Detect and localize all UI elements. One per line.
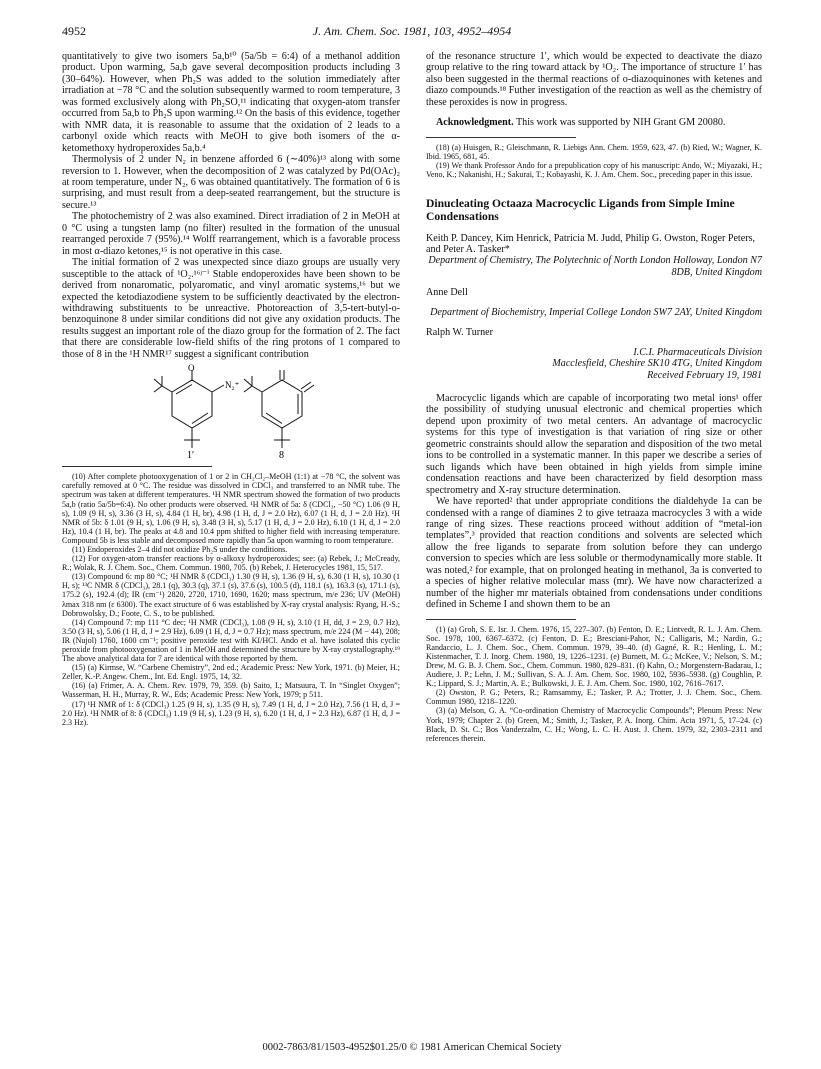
page-number: 4952 <box>62 24 86 38</box>
footnote: (2) Owston, P. G.; Peters, R.; Ramsammy, E.; Tasker, P. A.; Trotter, J. J. Chem. Soc., Chem. Commun 1980, 1218–1220. <box>426 688 762 707</box>
chemical-structures-figure <box>62 362 400 458</box>
oxygen-label: O <box>188 363 195 374</box>
structure-1-prime <box>154 370 224 448</box>
footnote: (11) Endoperoxides 2–4 did not oxidize Ph₂S under the conditions. <box>72 544 288 554</box>
footnote: (12) For oxygen-atom transfer reactions by α-alkoxy hydroperoxides; see: (a) Rebek, J.; McCready, R.; Wolak, R. J. Chem. Soc., Chem. Commun. 1980, 705. (b) Rebek, J. Heterocycles 1981, 15, 517. <box>62 554 400 573</box>
page-header <box>62 24 762 40</box>
footnote: (1) (a) Groh, S. E. Isr. J. Chem. 1976, 15, 227–307. (b) Fenton, D. E.; Lintvedt, R. L. J. Am. Chem. Soc. 1978, 100, 6367–6372. (c) Fenton, D. E.; Bresciani-Pahor, N.; Calligaris, M.; Nardin, G.; Randaccio, L. J. Chem. Soc., Chem. Commun. 1979, 39–40. (d) Gagné, R. R.; Henling, L. M.; Kistenmacher, T. J. Inorg. Chem. 1980, 19, 1226–1231. (e) Burnett, M. G.; McKee, V.; Nelson, S. M.; Drew, M. G. B. J. Chem. Soc., Chem. Commun. 1980, 829–831. (f) Kahn, O.; Morgenstern-Badarau, I.; Audiere, J. P.; Lehn, J. M.; Sullivan, S. A. J. Am. Chem. Soc. 1980, 102, 5936–5938. (g) Coughlin, P. K.; Lippard, S. J.; Martin, A. E.; Bulkowski, J. E. J. Am. Chem. Soc. 1980, 102, 7616–7617. <box>426 624 762 689</box>
footnotes <box>62 472 400 727</box>
footnote: (16) (a) Frimer, A. A. Chem. Rev. 1979, 79, 359. (b) Saito, I.; Matsuura, T. In “Singlet Oxygen”; Wasserman, H. H., Murray, R. W., Eds; Academic Press: New York, 1979; p 511. <box>62 681 400 700</box>
structure-8 <box>244 370 314 448</box>
left-column <box>62 51 400 727</box>
acknowledgment <box>426 117 762 128</box>
author-name: Ralph W. Turner <box>426 327 494 339</box>
author-name: Anne Dell <box>426 287 468 299</box>
body-paragraph: The initial formation of 2 was unexpected since diazo groups are usually very susceptible to the attack of ¹O₂.¹⁶ʲ⁻ⁱ Stable endoperoxides have been shown to be derived from nonaromatic, polyaromatic, and vinyl aromatic systems,¹⁶ but we expected the ketodiazodiene system to be sufficiently deactivated by the electron-withdrawing substituents to be unreactive. Photoreaction of 3,5-tert-butyl-o-benzoquinone 8 under similar conditions did not give any oxidation products. The results suggest an important role of the diazo group for the formation of 2. The fact that there are considerable low-field shifts of the ring protons of 1 compared to those of 8 in the ¹H NMR¹⁷ suggest a significant contribution <box>62 257 400 360</box>
article-title: Dinucleating Octaaza Macrocyclic Ligands from Simple Imine Condensations <box>426 197 735 224</box>
affiliation: Macclesfield, Cheshire SK10 4TG, United Kingdom <box>552 358 762 370</box>
acknowledgment-text: This work was supported by NIH Grant GM 20080. <box>516 117 726 129</box>
footnote: (17) ¹H NMR of 1: δ (CDCl₃) 1.25 (9 H, s), 1.35 (9 H, s), 7.49 (1 H, d, J = 2.0 Hz), 7.56 (1 H, d, J = 2.0 Hz). ¹H NMR of 8: δ (CDCl₃) 1.19 (9 H, s), 1.23 (9 H, s), 6.20 (1 H, d, J = 2.3 Hz), 6.87 (1 H, d, J = 2.3 Hz). <box>62 699 400 727</box>
footnote: (19) We thank Professor Ando for a prepublication copy of his manuscript: Ando, W.; Miyazaki, H.; Veno, K.; Nakanishi, H.; Sakurai, T.; Kobayashi, K. J. Am. Chem. Soc., preceding paper in this issue. <box>426 160 762 179</box>
acknowledgment-heading: Acknowledgment. <box>436 117 514 129</box>
body-paragraph: The photochemistry of 2 was also examined. Direct irradiation of 2 in MeOH at 0 °C using a tungsten lamp (no filter) resulted in the formation of the unusual rearranged peroxide 7 (95%).¹⁴ Wolff rearrangement, which is a favorable process in most α-diazo ketones,¹⁵ is not operative in this case. <box>62 211 400 257</box>
footnote-divider <box>426 137 576 138</box>
footnote-divider <box>62 466 212 467</box>
footnote: (18) (a) Huisgen, R.; Gleischmann, R. Liebigs Ann. Chem. 1959, 623, 47. (b) Ried, W.; Wagner, K. Ibid. 1965, 681, 45. <box>426 142 762 161</box>
footnote-divider <box>426 619 576 620</box>
footnote: (15) (a) Kirmse, W. “Carbene Chemistry”, 2nd ed.; Academic Press: New York, 1971. (b) Meier, H.; Zeller, K.-P. Angew. Chem., Int. Ed. Engl. 1975, 14, 32. <box>62 663 400 682</box>
page-footer: 0002-7863/81/1503-4952$01.25/0 © 1981 American Chemical Society <box>262 1042 562 1053</box>
footnotes <box>426 625 762 743</box>
diazo-label: N₂⁺ <box>225 380 240 391</box>
footnote: (13) Compound 6: mp 80 °C; ¹H NMR δ (CDCl₃) 1.30 (9 H, s), 1.36 (9 H, s), 6.30 (1 H, s), 10.30 (1 H, s); ¹³C NMR δ (CDCl₃), 28.1 (q), 30.3 (q), 37.1 (s), 37.6 (s), 100.5 (d), 118.1 (s), 163.3 (s), 171.1 (s), 175.2 (s), 192.4 (d); IR (cm⁻¹) 2820, 2720, 1710, 1690, 1620; mass spectrum, m/e 236; UV (MeOH) λmax 318 nm (ε 6300). The exact structure of 6 was established by X-ray crystal analysis: Ryang, H.-S.; Dobrowolsky, D.; Foote, C. S., to be published. <box>62 572 400 618</box>
body-paragraph: We have reported² that under appropriate conditions the dialdehyde 1a can be condensed with a range of diamines 2 to give tetraaza macrocycles 3 with a wide range of ring sizes. These reactions proceed without addition of “metal-ion templates”,³ provided that reaction conditions and solvents are selected which allow the free ligands to separate from solution before they can undergo conversion to species which are less soluble or thermodynamically more stable. It was noted,² for example, that on prolonged heating in methanol, 3a is converted to a species of higher relative molecular mass (mr). We have now characterized a number of the higher mr materials obtained from condensations under conditions defined in Scheme I and shown them to be an <box>426 496 762 611</box>
footnotes <box>426 143 762 179</box>
affiliation: I.C.I. Pharmaceuticals Division <box>633 346 762 358</box>
received-date: Received February 19, 1981 <box>647 369 762 381</box>
body-paragraph: Thermolysis of 2 under N₂ in benzene afforded 6 (∼40%)¹³ along with some reversion to 1. However, when the decomposition of 2 was catalyzed by Pd(OAc)₂ at room temperature, under N₂, 6 was obtained quantitatively. The formation of 6 is surprising, and must result from a deep-seated rearrangement, but the structure is secure.¹³ <box>62 154 400 211</box>
structure-drawings <box>62 362 400 458</box>
footnote: (10) After complete photooxygenation of 1 or 2 in CH₂Cl₂–MeOH (1:1) at −78 °C, the solvent was carefully removed at 0 °C. The residue was dissolved in CDCl₃ and transferred to an NMR tube. The spectrum was taken at different temperatures. ¹H NMR spectrum showed the formation of two products 5a,b (ratio 5a/5b=6:4). No other products were observed. ¹H NMR of 5a: δ (CDCl₃, −50 °C) 1.06 (9 H, s), 1.09 (9 H, s), 3.36 (3 H, s), 4.84 (1 H, br), 4.98 (1 H, d, J = 2.0 Hz), 6.07 (1 H, d, J = 2.0 Hz). ¹H NMR of 5b: δ 1.01 (9 H, s), 1.06 (9 H, s), 3.48 (3 H, s), 5.17 (1 H, d, J = 2.0 Hz), 6.10 (1 H, d, J = 2.0 Hz), 10.4 (1 H, br). The peaks at 4.8 and 10.4 ppm shifted to higher field with increasing temperature. Compound 5b is less stable and decomposed more rapidly than 5a upon warming to room temperature. <box>62 472 400 545</box>
body-paragraph: Macrocyclic ligands which are capable of incorporating two metal ions¹ offer the possibility of studying unusual electronic and chemical properties which depend upon proximity of two metal centers. An advantage of macrocyclic systems for this type of investigation is that variation of ring size or other geometric constraints should allow the separation and disposition of the two metal ions to be controlled in a systematic manner. In this paper we describe a series of such ligands which have been obtained in high yields from simple imine condensation reactions and have been characterized by field desorption mass spectrometry and X-ray structure determination. <box>426 393 762 496</box>
body-paragraph: quantitatively to give two isomers 5a,b¹⁰ (5a/5b = 6:4) of a methanol addition product. Upon warming, 5a,b gave several decomposition products including 3 (30–64%). However, when Ph₂S was added to the solution immediately after irradiation at −78 °C and the solution subsequently warmed to room temperature, 3 was formed exclusively along with Ph₂SO,¹¹ indicating that oxygen-atom transfer occurred from 5a,b to Ph₂S upon warming.¹² On the basis of this evidence, together with NMR data, it is reasonable to assume that the oxidation of 2 leads to a carbonyl oxide which reacts with MeOH to give both isomers of the α-ketomethoxy hydroperoxides 5a,b.⁴ <box>62 51 400 154</box>
article-authors: Keith P. Dancey, Kim Henrick, Patricia M. Judd, Philip G. Owston, Roger Peters, and Peter A. Tasker* <box>426 232 756 255</box>
footnote: (3) (a) Melson, G. A. “Co-ordination Chemistry of Macrocyclic Compounds”; Plenum Press: New York, 1979; Chapter 2. (b) Green, M.; Smith, J.; Tasker, P. A. Inorg. Chim. Acta 1971, 5, 17–24. (c) Black, D. St. C.; Bos Vanderzalm, C. H.; Wong, L. C. H. Aust. J. Chem. 1979, 32, 2303–2311 and references therein. <box>426 706 762 743</box>
journal-reference: J. Am. Chem. Soc. 1981, 103, 4952–4954 <box>312 24 512 38</box>
footnote: (14) Compound 7: mp 111 °C dec; ¹H NMR (CDCl₃), 1.08 (9 H, s), 3.10 (1 H, dd, J = 2.9, 0.7 Hz), 3.50 (3 H, s), 5.06 (1 H, d, J = 2.9 Hz), 6.09 (1 H, d, J = 0.7 Hz); mass spectrum, m/e 224 (M − 44), 208; IR (Nujol) 1760, 1600 cm⁻¹; positive peroxide test with KI/HCl. Ando et al. have isolated this cyclic peroxide from photooxygenation of 1 in MeOH and determined the structure by X-ray crystallography.¹⁹ The above analytical data for 7 are identical with those reported by them. <box>62 617 400 664</box>
right-column <box>426 51 762 743</box>
affiliation: Department of Chemistry, The Polytechnic of North London Holloway, London N7 8DB, United Kingdom <box>428 255 762 278</box>
affiliation: Department of Biochemistry, Imperial College London SW7 2AY, United Kingdom <box>430 306 762 318</box>
structure-label: 1′ <box>187 450 195 459</box>
structure-label: 8 <box>279 450 284 459</box>
body-paragraph: of the resonance structure 1′, which would be expected to deactivate the diazo group relative to the ring toward attack by ¹O₂. The importance of structure 1′ has also been suggested in the thermal reactions of o-diazoquinones with ketenes and diazo compounds.¹⁸ Futher investigation of the reaction as well as the chemistry of these peroxides is now in progress. <box>426 51 762 108</box>
